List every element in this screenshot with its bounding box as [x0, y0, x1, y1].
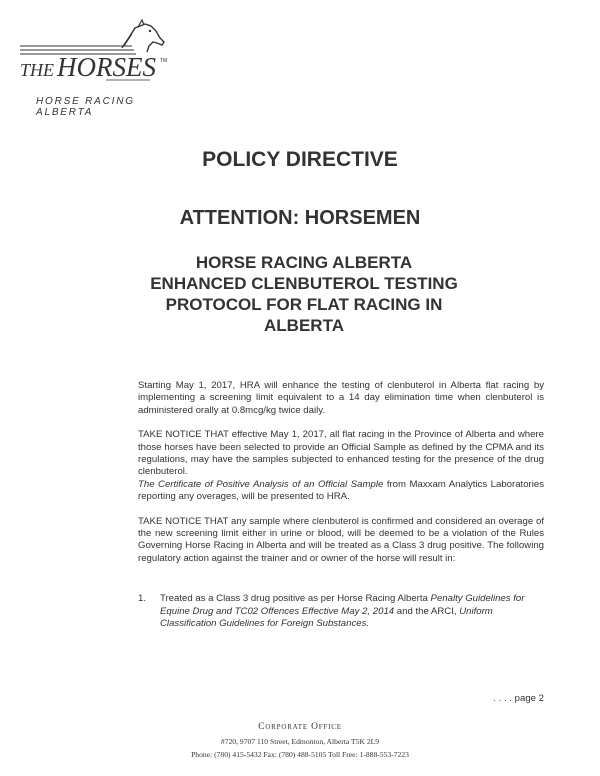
title-line: HORSE RACING ALBERTA — [195, 253, 413, 272]
footer-phone: Phone: (780) 415-5432 Fax: (780) 488-5105 Toll Free: 1-888-553-7223 — [191, 750, 409, 759]
list-item-text: Treated as a Class 3 drug positive as per Horse Racing Alberta Penalty Guidelines for Equine Drug and TC02 Offences Effective May 2, 2014 and the ARCI, Uniform Classification Guidelines for Foreign Substances. — [160, 593, 525, 630]
title-line: ALBERTA — [264, 316, 344, 335]
paragraph-take-notice-1: TAKE NOTICE THAT effective May 1, 2017, all flat racing in the Province of Alberta and where those horses have been selected to provide an Official Sample as defined by the CPMA and its regulations, may have the samples subjected to enhanced testing for the presence of the drug clenbuterol. — [138, 429, 544, 478]
horse-racing-alberta-logo — [14, 18, 174, 118]
paragraph-certificate — [138, 479, 544, 504]
logo-horses: HORSES — [57, 52, 156, 82]
horse-head-icon — [14, 18, 174, 98]
certificate-text: from Maxxam Analytics Laboratories reporting any overages, will be presented to HRA. — [138, 478, 544, 503]
continued-page-indicator: . . . . page 2 — [493, 693, 544, 704]
policy-directive-heading: POLICY DIRECTIVE — [202, 148, 398, 171]
logo-the: THE — [20, 60, 55, 80]
document-title — [120, 252, 488, 336]
paragraph-intro: Starting May 1, 2017, HRA will enhance the testing of clenbuterol in Alberta flat racing by implementing a screening limit equivalent to a 14 day elimination time when clenbuterol is administered orally at 0.8mcg/kg twice daily. — [138, 380, 544, 416]
document-body — [138, 380, 544, 631]
footer-address: #720, 9707 110 Street, Edmonton, Alberta T5K 2L9 — [220, 737, 380, 746]
logo-subtitle: HORSE RACING ALBERTA — [36, 96, 135, 118]
footer-office: Corporate Office — [258, 722, 342, 732]
list-item-number: 1. — [138, 593, 147, 605]
title-line: ENHANCED CLENBUTEROL TESTING — [150, 274, 458, 293]
paragraph-take-notice-2: TAKE NOTICE THAT any sample where clenbuterol is confirmed and considered an overage of the new screening limit either in urine or blood, will be deemed to be a violation of the Rules Governing Horse Racing in Alberta and will be treated as a Class 3 drug positive. The following regulatory action against the trainer and or owner of the horse will result in: — [138, 515, 544, 564]
certificate-title: The Certificate of Positive Analysis of an Official Sample — [138, 478, 384, 490]
footer — [0, 722, 600, 759]
logo-tm: TM — [160, 58, 168, 64]
title-line: PROTOCOL FOR FLAT RACING IN — [165, 295, 443, 314]
regulatory-action-list — [138, 593, 544, 630]
list-item — [138, 593, 544, 630]
attention-heading: ATTENTION: HORSEMEN — [179, 207, 421, 229]
